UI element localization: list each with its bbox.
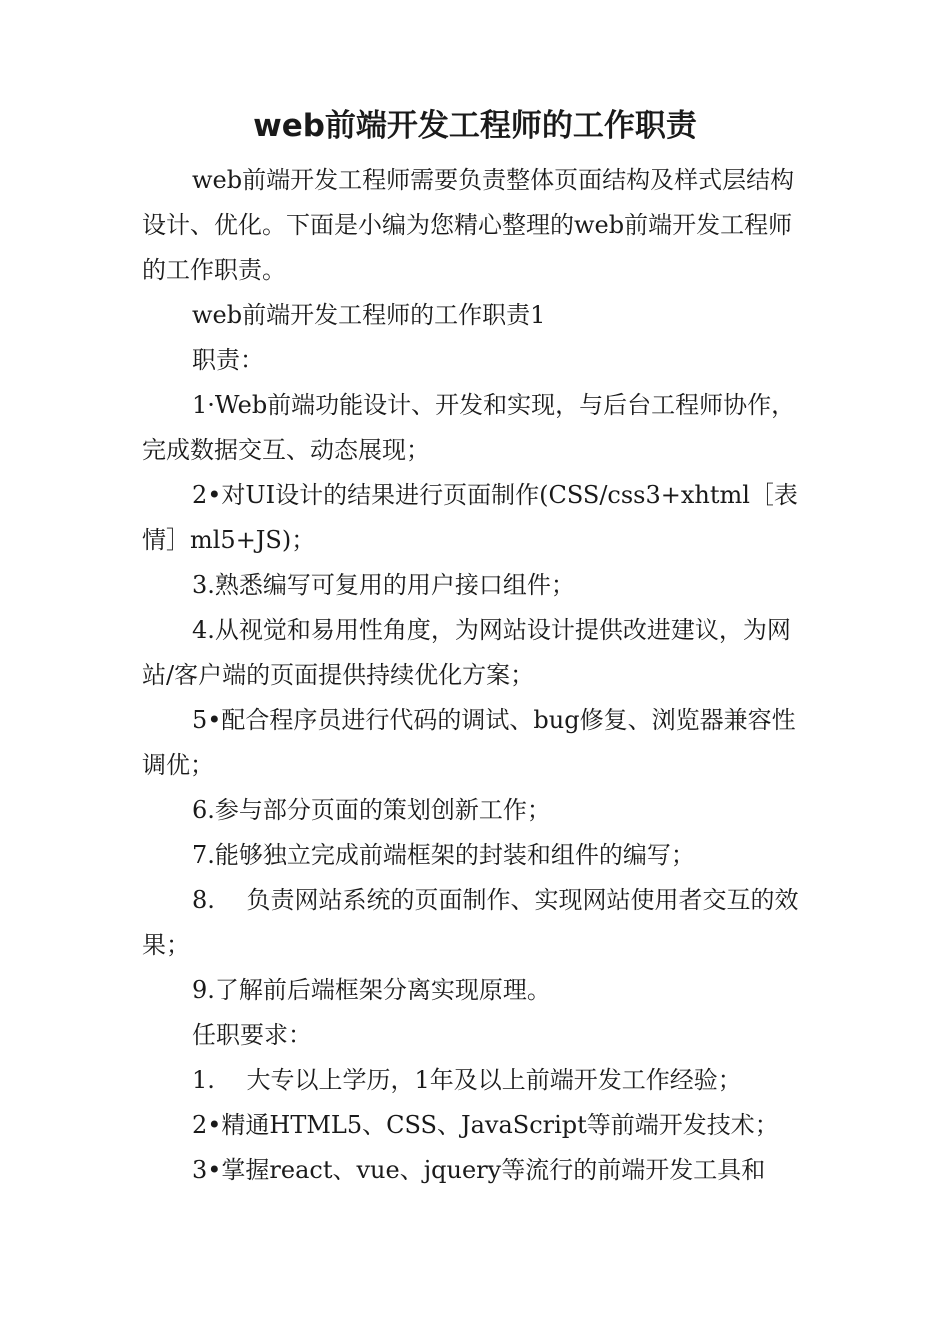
requirement-item-2: 2•精通HTML5、CSS、JavaScript等前端开发技术； xyxy=(192,1111,779,1139)
duty-item-1: 1·Web前端功能设计、开发和实现，与后台工程师协作，完成数据交互、动态展现； xyxy=(142,391,796,464)
duty-item-6: 6.参与部分页面的策划创新工作； xyxy=(192,796,551,824)
duty-item-2: 2•对UI设计的结果进行页面制作(CSS/css3+xhtml［表情］ml5+JS)； xyxy=(142,481,798,554)
duty-item-5: 5•配合程序员进行代码的调试、bug修复、浏览器兼容性调优； xyxy=(142,706,796,779)
paragraph-intro: web前端开发工程师需要负责整体页面结构及样式层结构设计、优化。下面是小编为您精心整理的web前端开发工程师的工作职责。 xyxy=(142,166,795,284)
document-title: web前端开发工程师的工作职责 xyxy=(253,108,697,144)
duty-item-4: 4.从视觉和易用性角度，为网站设计提供改进建议，为网站/客户端的页面提供持续优化方案； xyxy=(142,616,791,689)
requirement-item-3: 3•掌握react、vue、jquery等流行的前端开发工具和 xyxy=(192,1156,766,1184)
document-body xyxy=(142,158,812,1193)
duties-heading: 职责： xyxy=(192,346,264,374)
requirement-item-1: 1. 大专以上学历，1年及以上前端开发工作经验； xyxy=(192,1066,742,1094)
duty-item-8: 8. 负责网站系统的页面制作、实现网站使用者交互的效果； xyxy=(142,886,799,959)
duty-item-7: 7.能够独立完成前端框架的封装和组件的编写； xyxy=(192,841,695,869)
duty-item-3: 3.熟悉编写可复用的用户接口组件； xyxy=(192,571,575,599)
section-heading: web前端开发工程师的工作职责1 xyxy=(192,301,546,329)
requirements-heading: 任职要求： xyxy=(192,1021,312,1049)
duty-item-9: 9.了解前后端框架分离实现原理。 xyxy=(192,976,551,1004)
